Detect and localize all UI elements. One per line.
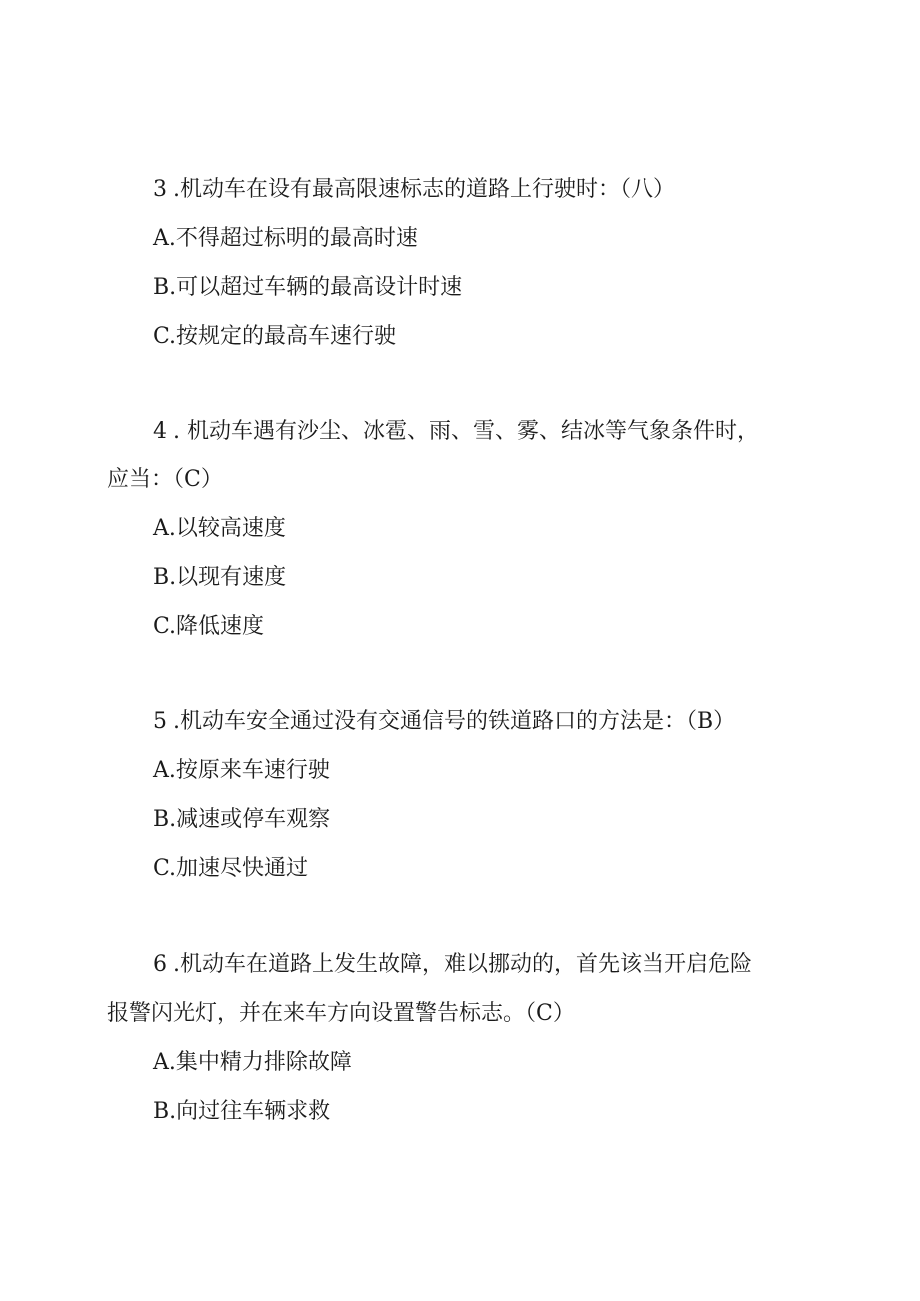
question-4-stem-continued: 应当：（C） [107, 467, 223, 492]
question-4-option-a: A.以较高速度 [153, 516, 286, 541]
question-4-option-c: C.降低速度 [153, 614, 265, 639]
question-text: .机动车在道路上发生故障，难以挪动的，首先该当开启危险 [173, 952, 752, 977]
question-5-option-b: B.减速或停车观察 [153, 807, 331, 832]
question-number: 6 [153, 952, 167, 977]
question-3-stem [153, 176, 675, 204]
question-5-option-a: A.按原来车速行驶 [153, 758, 330, 783]
question-6-option-a: A.集中精力排除故障 [153, 1050, 352, 1075]
question-number: 3 [153, 177, 167, 202]
question-number: 4 [153, 419, 167, 444]
question-text: .机动车在设有最高限速标志的道路上行驶时：（八） [173, 177, 675, 202]
question-5-stem [153, 708, 735, 736]
question-6-stem [153, 951, 752, 979]
question-text: .机动车安全通过没有交通信号的铁道路口的方法是：（B） [173, 709, 736, 734]
question-6-stem-continued: 报警闪光灯，并在来车方向设置警告标志。（C） [107, 1001, 575, 1026]
question-number: 5 [153, 709, 167, 734]
question-text: . 机动车遇有沙尘、冰雹、雨、雪、雾、结冰等气象条件时， [173, 419, 759, 444]
question-3-option-c: C.按规定的最高车速行驶 [153, 324, 397, 349]
question-4-option-b: B.以现有速度 [153, 565, 287, 590]
question-4-stem [153, 418, 759, 446]
question-5-option-c: C.加速尽快通过 [153, 856, 309, 881]
question-3-option-b: B.可以超过车辆的最高设计时速 [153, 275, 463, 300]
question-3-option-a: A.不得超过标明的最高时速 [153, 226, 418, 251]
question-6-option-b: B.向过往车辆求救 [153, 1099, 331, 1124]
